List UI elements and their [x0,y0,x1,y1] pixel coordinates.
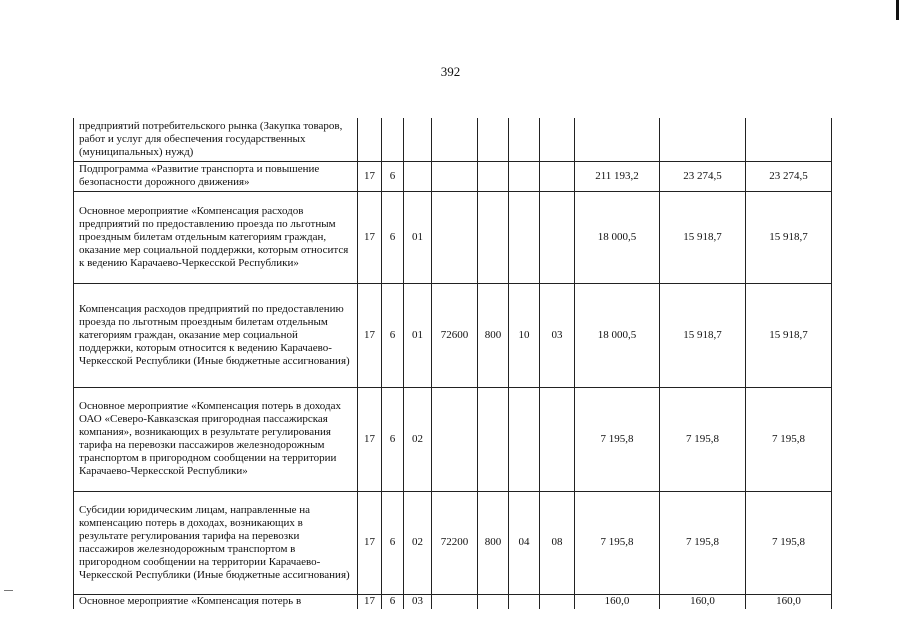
row-value-2: 23 274,5 [660,161,746,191]
row-name: Основное мероприятие «Компенсация потерь в [74,594,358,609]
row-code-7 [540,161,575,191]
row-code-5: 800 [478,491,509,594]
row-code-6 [509,118,540,161]
row-value-1: 7 195,8 [575,491,660,594]
row-code-7 [540,387,575,491]
table-row [74,191,832,283]
row-code-6: 04 [509,491,540,594]
row-value-1: 7 195,8 [575,387,660,491]
table-row [74,118,832,161]
row-code-2 [382,118,404,161]
row-value-1: 18 000,5 [575,191,660,283]
scan-edge-mark [896,0,899,20]
row-value-2: 15 918,7 [660,283,746,387]
row-code-3: 02 [404,491,432,594]
row-value-1 [575,118,660,161]
row-code-3: 02 [404,387,432,491]
row-value-1: 18 000,5 [575,283,660,387]
row-code-1: 17 [358,161,382,191]
row-value-3 [746,118,832,161]
row-value-3: 7 195,8 [746,491,832,594]
table-row [74,161,832,191]
row-value-3: 7 195,8 [746,387,832,491]
row-code-4 [432,387,478,491]
row-value-3: 23 274,5 [746,161,832,191]
row-value-2: 7 195,8 [660,387,746,491]
row-code-2: 6 [382,161,404,191]
row-name: Компенсация расходов предприятий по предоставлению проезда по льготным проездным билетам отдельным категориям граждан, оказание мер социальной поддержки, которым относится к ведению Карачаево-Черкесской Республики (Иные бюджетные ассигнования) [74,283,358,387]
table-row [74,283,832,387]
row-code-3: 03 [404,594,432,609]
row-value-1: 160,0 [575,594,660,609]
row-value-3: 160,0 [746,594,832,609]
row-code-5 [478,191,509,283]
row-code-7 [540,118,575,161]
row-code-2: 6 [382,491,404,594]
row-code-5 [478,387,509,491]
row-name: Основное мероприятие «Компенсация потерь в доходах ОАО «Северо-Кавказская пригородная пассажирская компания», возникающих в результате регулирования тарифа на перевозки пассажиров железнодорожным транспортом в пригородном сообщении на территории Карачаево-Черкесской Республики» [74,387,358,491]
row-code-6 [509,387,540,491]
row-name: Основное мероприятие «Компенсация расходов предприятий по предоставлению проезда по льготным проездным билетам отдельным категориям граждан, оказание мер социальной поддержки, которым относится к ведению Карачаево-Черкесской Республики» [74,191,358,283]
row-code-7: 03 [540,283,575,387]
row-code-7: 08 [540,491,575,594]
row-name: Подпрограмма «Развитие транспорта и повышение безопасности дорожного движения» [74,161,358,191]
row-code-2: 6 [382,283,404,387]
row-value-3: 15 918,7 [746,283,832,387]
row-code-5 [478,118,509,161]
row-code-4: 72600 [432,283,478,387]
row-code-1: 17 [358,283,382,387]
row-code-3 [404,118,432,161]
row-code-5 [478,594,509,609]
budget-table [73,118,832,609]
row-code-6 [509,161,540,191]
row-code-2: 6 [382,387,404,491]
row-code-1: 17 [358,387,382,491]
row-value-2: 15 918,7 [660,191,746,283]
row-code-6 [509,191,540,283]
row-code-2: 6 [382,191,404,283]
row-name: Субсидии юридическим лицам, направленные на компенсацию потерь в доходах, возникающих в результате регулирования тарифа на перевозки пассажиров железнодорожным транспортом в пригородном сообщении на территории Карачаево-Черкесской Республики (Иные бюджетные ассигнования) [74,491,358,594]
row-code-1: 17 [358,594,382,609]
row-code-5 [478,161,509,191]
table-row [74,387,832,491]
row-code-2: 6 [382,594,404,609]
row-code-4: 72200 [432,491,478,594]
scan-artifact-mark [4,590,13,591]
row-code-5: 800 [478,283,509,387]
page-number: 392 [440,64,461,79]
row-value-2: 160,0 [660,594,746,609]
row-code-4 [432,161,478,191]
row-code-4 [432,191,478,283]
row-name: предприятий потребительского рынка (Закупка товаров, работ и услуг для обеспечения государственных (муниципальных) нужд) [74,118,358,161]
row-code-1: 17 [358,191,382,283]
row-code-6: 10 [509,283,540,387]
row-value-2 [660,118,746,161]
table-row [74,491,832,594]
row-value-2: 7 195,8 [660,491,746,594]
row-value-1: 211 193,2 [575,161,660,191]
table-row [74,594,832,609]
row-code-1: 17 [358,491,382,594]
row-code-4 [432,118,478,161]
row-code-3: 01 [404,283,432,387]
row-code-7 [540,191,575,283]
row-value-3: 15 918,7 [746,191,832,283]
row-code-4 [432,594,478,609]
row-code-1 [358,118,382,161]
row-code-3 [404,161,432,191]
row-code-3: 01 [404,191,432,283]
row-code-6 [509,594,540,609]
row-code-7 [540,594,575,609]
